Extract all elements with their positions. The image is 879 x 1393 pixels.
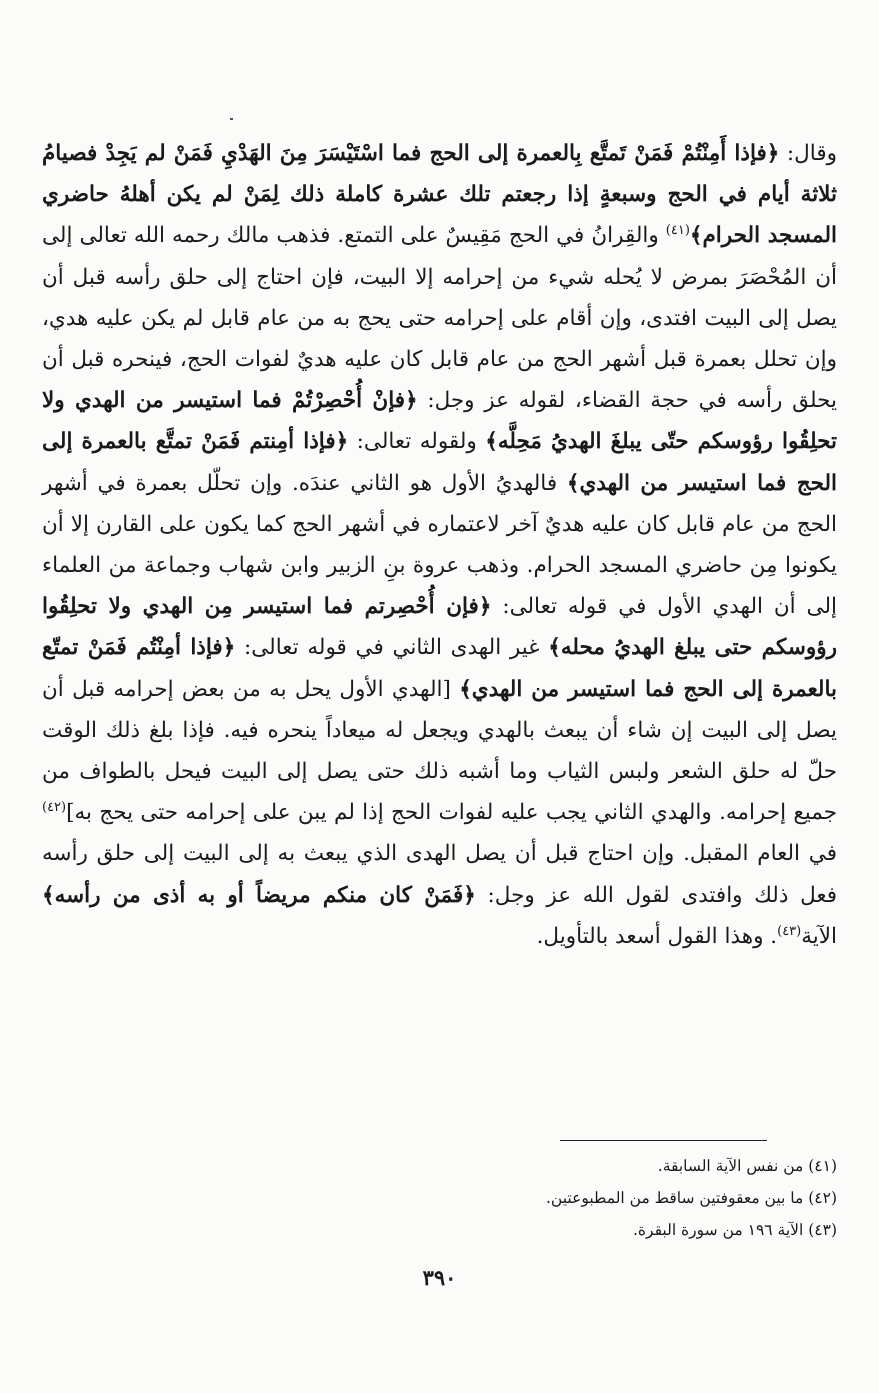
footnote-divider	[560, 1140, 767, 1141]
text-run: فالهديُ الأول هو الثاني عندَه. وإن تحلّل بعمرة في أشهر الحج من عام قابل كان عليه هديٌ آخر لاعتماره في أشهر الحج كما يكون على القارن إلا أن يكونوا مِن حاضري المسجد الحرام. وذهب عروة بنِ الزبير وابن شهاب وجماعة من العلماء إلى أن الهدي الأول في قوله تعالى:	[42, 470, 837, 620]
quran-quote: ﴿فإنْ أُحْصِرْتُمْ فما استيسر من الهدي ولا تحلِقُوا رؤوسكم حتّى يبلغَ الهديُ مَحِلَّه﴾	[42, 388, 837, 455]
footnote-ref: (٤٣)	[777, 923, 802, 939]
text-run: الآية	[801, 923, 837, 949]
footnotes	[42, 1150, 837, 1246]
text-run: غير الهدى الثاني في قوله تعالى:	[235, 635, 549, 661]
quran-quote: ﴿فإذا أَمِنْتُمْ فَمَنْ تَمتَّع بِالعمرة إلى الحج فما اسْتَيْسَرَ مِنَ الهَدْيِ فَمَنْ لم يَجِدْ فصيامُ ثلاثة أيام في الحج وسبعةٍ إذا رجعتم تلك عشرة كاملة ذلك لِمَنْ لم يكن أهلهُ حاضري المسجد الحرام﴾	[42, 141, 837, 249]
text-run: . وهذا القول أسعد بالتأويل.	[536, 923, 778, 949]
footnote-ref: (٤٢)	[42, 800, 67, 816]
quran-quote: ﴿فإن أُحْصِرتم فما استيسر مِن الهدي ولا تحلِقُوا رؤوسكم حتى يبلغ الهديُ محله﴾	[42, 594, 838, 661]
text-run: في العام المقبل. وإن احتاج قبل أن يصل الهدى الذي يبعث به إلى البيت إلى حلق رأسه فعل ذلك وافتدى لقول الله عز وجل:	[42, 841, 838, 908]
main-text	[42, 133, 837, 957]
footnote-42: (٤٢) ما بين معقوفتين ساقط من المطبوعتين.	[546, 1189, 837, 1207]
text-run: ولقوله تعالى:	[348, 429, 486, 455]
quran-quote: ﴿فإذا أمِنْتُم فَمَنْ تمتّع بالعمرة إلى الحج فما استيسر من الهدي﴾	[42, 635, 837, 702]
page-number: ٣٩٠	[422, 1265, 457, 1290]
text-run: وقال:	[779, 141, 837, 166]
footnote-41: (٤١) من نفس الآية السابقة.	[657, 1157, 837, 1175]
footnote-ref: (٤١)	[665, 223, 690, 239]
text-run: [الهدي الأول يحل به من بعض إحرامه قبل أن يصل إلى البيت إن شاء أن يبعث بالهدي ويجعل له ميعاداً ينحره فيه. فإذا بلغ ذلك الوقت حلّ له حلق الشعر ولبس الثياب وما أشبه ذلك حتى يصل إلى البيت فيحل بالطواف من جميع إحرامه. والهدي الثاني يجب عليه لفوات الحج إذا لم يبن على إحرامه حتى يحج به]	[42, 676, 837, 826]
text-run: والقِرانُ في الحج مَقِيسٌ على التمتع. فذهب مالك رحمه الله تعالى إلى أن المُحْصَرَ بمرض لا يُحله شيء من إحرامه إلا البيت، فإن احتاج إلى حلق رأسه قبل أن يصل إلى البيت افتدى، وإن أقام على إحرامه حتى يحج به من عام قابل لم يكن عليه هدي، وإن تحلل بعمرة قبل أشهر الحج من عام قابل كان عليه هديٌ لفوات الحج، فينحره قبل أن يحلق رأسه في حجة القضاء، لقوله عز وجل:	[42, 223, 837, 414]
quran-quote: ﴿فإذا أمِنتم فَمَنْ تمتَّع بالعمرة إلى الحج فما استيسر من الهدي﴾	[42, 429, 837, 496]
footnote-43: (٤٣) الآية ١٩٦ من سورة البقرة.	[632, 1221, 837, 1239]
ink-speck	[230, 118, 233, 120]
quran-quote: ﴿فَمَنْ كان منكم مريضاً أو به أذى من رأسه﴾	[42, 882, 476, 908]
